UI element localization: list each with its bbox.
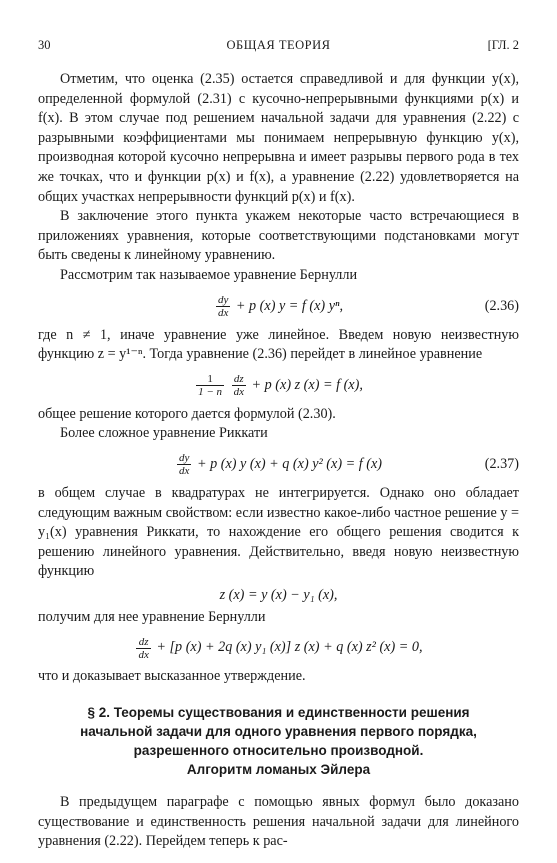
section-heading: [48, 703, 509, 779]
fraction-dz-dx: [136, 636, 150, 661]
chapter-label: [ГЛ. 2: [487, 38, 519, 52]
fraction-numerator: 1: [196, 373, 224, 386]
fraction-dy-dx: [177, 452, 191, 477]
paragraph-riccati-intro: Более сложное уравнение Риккати: [60, 425, 268, 442]
fraction-denominator: dx: [179, 465, 190, 478]
fraction-numerator: dy: [179, 452, 190, 465]
paragraph-section-intro: В предыдущем параграфе с помощью явных формул было доказано существование и единственность решения начальной задачи для линейного уравнения (2.22). Перейдем теперь к рас-: [38, 794, 519, 850]
equation-body: + p (x) z (x) = f (x),: [251, 376, 363, 393]
paragraph-general-solution: общее решение которого дается формулой (2.30).: [38, 405, 336, 422]
equation-body: z (x) = y (x) − y₁ (x),: [219, 586, 338, 603]
paragraph-substitutions: В заключение этого пункта укажем некоторые часто встречающиеся в приложениях уравнения, которые соответствующими подстановками могут быть сведены к линейному уравнению.: [38, 208, 519, 264]
fraction-numerator: dy: [217, 293, 229, 306]
fraction-dy-dx: [216, 294, 230, 319]
fraction-denominator: dx: [217, 306, 229, 319]
book-page: [38, 36, 519, 852]
running-title: ОБЩАЯ ТЕОРИЯ: [226, 38, 331, 52]
section-heading-line: начальной задачи для одного уравнения первого порядка,: [80, 724, 477, 740]
fraction-denominator: 1 − n: [198, 385, 223, 398]
equation-linear: [38, 370, 519, 400]
equation-body: + [p (x) + 2q (x) y₁ (x)] z (x) + q (x) z² (x) = 0,: [156, 639, 423, 656]
section-heading-line: Алгоритм ломаных Эйлера: [186, 762, 371, 778]
page-header: [38, 36, 519, 56]
equation-substitution: [38, 584, 519, 606]
paragraph-conclusion: что и доказывает высказанное утверждение.: [38, 668, 306, 685]
equation-body: + p (x) y = f (x) yⁿ,: [235, 297, 344, 314]
equation-2-37: [38, 449, 519, 479]
equation-body: + p (x) y (x) + q (x) y² (x) = f (x): [196, 455, 382, 472]
paragraph-riccati-property: в общем случае в квадратурах не интегрируется. Однако оно обладает следующим важным свойством: если известно какое-либо частное решение y = y₁(x) уравнения Риккати, то нахождение его общего решения сводится к решению линейного уравнения. Действительно, введя новую неизвестную функцию: [38, 484, 519, 580]
paragraph-bernoulli-substitution: где n ≠ 1, иначе уравнение уже линейное. Введем новую неизвестную функцию z = y¹⁻ⁿ. Тогда уравнение (2.36) перейдет в линейное уравнение: [38, 326, 519, 363]
fraction-denominator: dx: [138, 648, 149, 661]
section-heading-line: § 2. Теоремы существования и единственности решения: [87, 705, 470, 721]
fraction-coefficient: [196, 373, 224, 398]
equation-2-36: [38, 291, 519, 321]
equation-bernoulli-z: [38, 632, 519, 662]
equation-number: (2.36): [484, 297, 519, 314]
page-number: 30: [38, 38, 51, 52]
paragraph-continuity: Отметим, что оценка (2.35) остается справедливой и для функции y(x), определенной формулой (2.31) с кусочно-непрерывными функциями p(x) и f(x). В этом случае под решением начальной задачи для уравнения (2.22) с разрывными коэффициентами мы понимаем непрерывную функцию y(x), производная которой кусочно непрерывна и имеет разрывы первого рода в тех же точках, что и функции p(x) и f(x), а уравнение (2.22) удовлетворяется на общих участках непрерывности функций p(x) и f(x).: [38, 71, 519, 205]
fraction-numerator: dz: [232, 373, 246, 386]
paragraph-bernoulli-result: получим для нее уравнение Бернулли: [38, 608, 266, 625]
fraction-denominator: dx: [233, 385, 244, 398]
fraction-dz-dx: [232, 373, 246, 398]
fraction-numerator: dz: [136, 636, 150, 649]
paragraph-bernoulli-intro: Рассмотрим так называемое уравнение Бернулли: [60, 266, 358, 283]
section-heading-line: разрешенного относительно производной.: [133, 743, 424, 759]
equation-number: (2.37): [484, 455, 519, 472]
